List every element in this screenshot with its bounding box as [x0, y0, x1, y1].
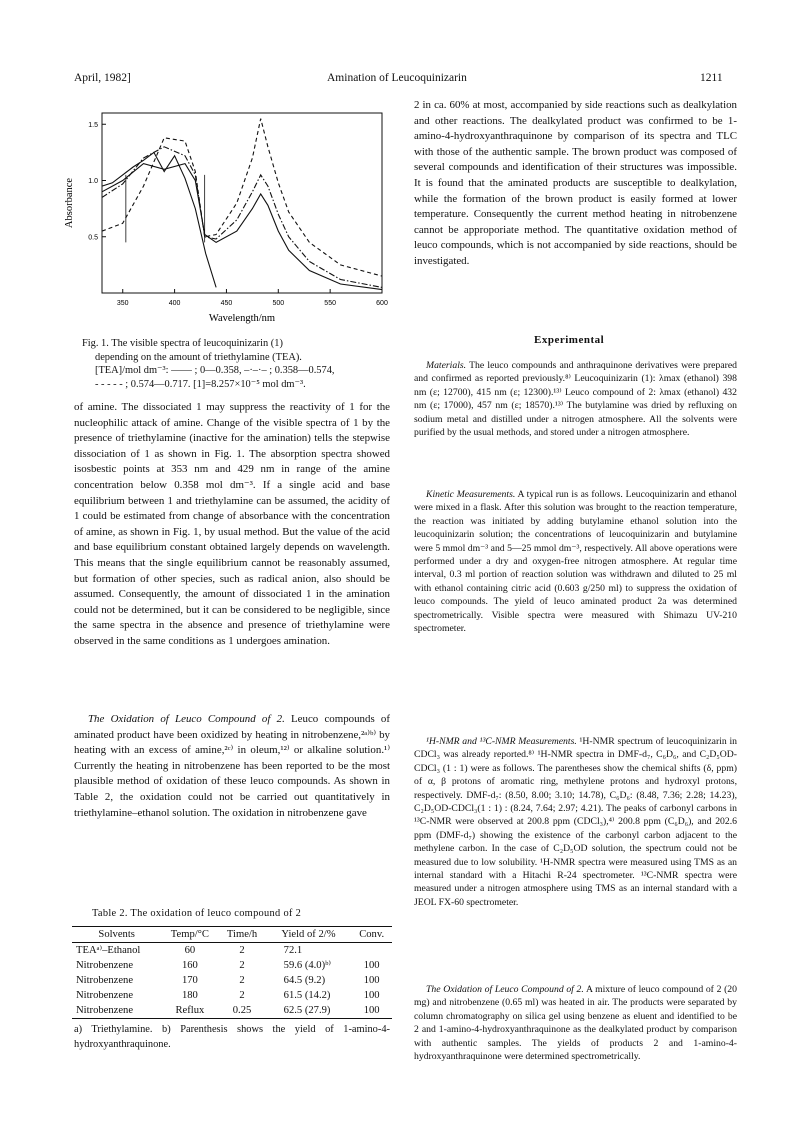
cell: 100	[363, 960, 380, 971]
col-yield: Yield of 2/%	[266, 927, 352, 943]
cell: 64.5 (9.2)	[283, 975, 326, 986]
materials-paragraph	[414, 359, 737, 439]
cell: Nitrobenzene	[76, 960, 134, 971]
oxidation-experimental-paragraph	[414, 983, 737, 1063]
materials-title: Materials.	[426, 360, 467, 371]
cell: 170	[181, 975, 198, 986]
x-tick-label: 500	[272, 300, 285, 307]
right-paragraph-1: 2 in ca. 60% at most, accompanied by side reactions such as dealkylation and other reactions. The dealkylated product was confirmed to be 1-amino-4-hydroxyanthraquinone by comparison of its spectra and TLC with those of the authentic sample. The brown product was composed of several compounds and identification of their structures was impossible. It is found that the aminated products are susceptible to dealkylation, while the formation of the brown product is easily formed at lower temperature. Consequently the current method heating in nitrobenzene cannot be approporiate method. The quantitative oxidation method of leuco compounds, which is not accompanied by side reactions, should be investigated.	[414, 99, 737, 267]
cell: 180	[181, 990, 198, 1001]
cell: 100	[363, 975, 380, 986]
plot-frame	[102, 113, 382, 293]
nmr-paragraph	[414, 735, 737, 909]
spectrum-line	[102, 164, 382, 290]
table-row	[72, 958, 392, 973]
x-tick-label: 350	[116, 300, 129, 307]
cell: 59.6 (4.0)ᵇ⁾	[283, 960, 332, 971]
left-paragraph-2	[74, 712, 390, 821]
table-row	[72, 943, 392, 959]
page-number: 1211	[700, 72, 723, 84]
running-header-title: Amination of Leucoquinizarin	[327, 72, 467, 84]
y-tick-label: 0.5	[88, 234, 98, 242]
oxidation-table	[72, 926, 392, 1019]
cell: Nitrobenzene	[76, 990, 134, 1001]
left-paragraph-1: of amine. The dissociated 1 may suppress the reactivity of 1 for the nucleophilic attack of amine. Change of the visible spectra of 1 by the presence of triethylamine (inactive for the amination) tells the stepwise dissociation of 1 as shown in Fig. 1. The absorption spectra showed isosbestic points at 353 nm and 429 nm in range of the amine concentration below 0.358 mol dm⁻³. If a single acid and base equilibrium between 1 and triethylamine can be assumed, the acidity of 1 could be estimated from change of absorbance with the concentration of amine, as shown in Fig. 1, by usual method. But the value of the acid and base equilibrium constant obtained largely depends on wavelength. This means that the single equilibrium cannot be reasonably assumed, but formation of other species, such as radical anion, also should be assumed. Consequently, the amount of dissociated 1 in the amination could not be determined, but it can be considered to be negligible, since the same spectra in the absence and presence of triethylamine were observed in the same conditions as 1 undergoes amination.	[74, 401, 390, 647]
caption-line-4: - - - - - ; 0.574—0.717. [1]=8.257×10⁻⁵ mol dm⁻³.	[95, 378, 306, 390]
cell: Reflux	[161, 1003, 218, 1019]
cell: 2	[239, 975, 245, 986]
cell: TEAᵃ⁾–Ethanol	[76, 945, 141, 956]
x-axis-label: Wavelength/nm	[208, 313, 276, 324]
cell: 60	[184, 945, 196, 956]
cell: 72.1	[283, 945, 303, 956]
section-title-experimental: Experimental	[534, 334, 605, 346]
cell: 62.5 (27.9)	[266, 1003, 352, 1019]
y-tick-label: 1.5	[88, 121, 98, 129]
y-tick-label: 1.0	[88, 178, 98, 185]
spectrum-line	[102, 147, 382, 288]
absorbance-spectrum-chart	[60, 105, 395, 330]
col-conv: Conv.	[351, 927, 392, 943]
caption-line-1: Fig. 1. The visible spectra of leucoquinizarin (1)	[82, 338, 283, 349]
cell: 0.25	[218, 1003, 265, 1019]
cell: 2	[239, 990, 245, 1001]
table-caption: Table 2. The oxidation of leuco compound of 2	[92, 908, 302, 919]
y-axis-label: Absorbance	[64, 177, 75, 229]
cell: Nitrobenzene	[76, 975, 134, 986]
table-row	[72, 988, 392, 1003]
x-tick-label: 600	[376, 300, 388, 307]
nmr-title: ¹H-NMR and ¹³C-NMR Measurements.	[426, 736, 577, 747]
caption-line-3: [TEA]/mol dm⁻³: —— ; 0—0.358, –·–·– ; 0.358—0.574,	[95, 365, 335, 377]
oxidation-subsection-title: The Oxidation of Leuco Compound of 2.	[88, 713, 285, 725]
spectrum-line	[102, 152, 216, 287]
cell: 2	[239, 960, 245, 971]
x-tick-label: 400	[168, 300, 181, 307]
cell: 100	[363, 990, 380, 1001]
kinetic-title: Kinetic Measurements.	[426, 489, 516, 500]
table-row	[72, 1003, 392, 1019]
kinetic-paragraph	[414, 488, 737, 635]
caption-line-2: depending on the amount of triethylamine (TEA).	[95, 351, 302, 363]
col-time: Time/h	[218, 927, 265, 943]
nmr-text: ¹H-NMR spectrum of leucoquinizarin in CDCl₃ was already reported.⁸⁾ ¹H-NMR spectra in DMF-d₇, C₆D₆, and C₂D₅OD-CDCl₃ (1 : 1) were as follows. The parentheses show the chemical shifts (δ, ppm) of α, β protons of aromatic ring, methylene protons and hydroxyl protons, respectively. DMF-d₇: (8.50, 8.00; 3.10; 14.78), C₆D₆: (8.48, 7.36; 2.28; 14.23), C₂D₅OD-CDCl₃(1 : 1) : (8.24, 7.64; 2.97; 4.21). The peaks of carbonyl carbons in ¹³C-NMR were observed at 200.8 ppm (CDCl₃),⁴⁾ 200.8 ppm (C₆D₆), and 202.6 ppm (DMF-d₇) showing the existence of the carbonyl carbon adjacent to the methylene carbon. In the case of C₂D₅OD solution, the spectrum could not be measured due to low solubility. ¹H-NMR spectra were measured using TMS as an internal standard with a Hitachi R-24 spectrometer. ¹³C-NMR spectra were measured under a nitrogen atmosphere using TMS as an internal standard with a JEOL FX-60 spectrometer.	[414, 736, 737, 908]
oxidation-experimental-text: A mixture of leuco compound of 2 (20 mg) and nitrobenzene (0.65 ml) was heated in air. The products were separated by column chromatography on silica gel using benzene as eluent and identified to be 2 and 1-amino-4-hydroxyanthraquinone as the dealkylated product by comparison with authentic samples. The yields of products 2 and 1-amino-4-hydroxyanthraquinone were determined spectrometrically.	[414, 984, 737, 1063]
running-header-left: April, 1982]	[74, 72, 131, 84]
oxidation-paragraph-text: Leuco compounds of aminated product have been oxidized by heating in nitrobenzene,²ᵃ⁾ᵇ⁾ by heating with an excess of amine,²ᶜ⁾ in oleum,¹²⁾ or alkaline solution.¹⁾ Currently the heating in nitrobenzene has been reported to be the most plausible method of oxidation of these leuco compounds. As shown in Table 2, the oxidation could not be carried out quantitatively in triethylamine–ethanol solution. The oxidation in nitrobenzene gave	[74, 713, 390, 819]
cell	[351, 943, 392, 959]
table-row	[72, 973, 392, 988]
cell: Nitrobenzene	[72, 1003, 161, 1019]
col-temp: Temp/°C	[161, 927, 218, 943]
spectrum-line	[102, 119, 382, 277]
table-header-row	[72, 927, 392, 943]
kinetic-text: A typical run is as follows. Leucoquinizarin and ethanol were mixed in a flask. After this solution was brought to the reaction temperature, the reaction was initiated by adding butylamine ethanol solution into the leucoquinizarin solution; the concentrations of leucoquinizarin and butylamine were 5 mmol dm⁻³ and 5—25 mmol dm⁻³, respectively. All above operations were performed under a dry and oxygen-free nitrogen atmosphere. At regular time interval, 0.3 ml portion of reaction solution was withdrawn and diluted to 25 ml with ethanol containing citric acid (0.603 g/250 ml) to suppress the oxidation of leuco compounds. The yield of leuco aminated product 2a was determined spectrometrically. Visible spectra were measured with Shimazu UV-210 spectrometer.	[414, 489, 738, 635]
cell: 160	[181, 960, 198, 971]
figure-caption	[82, 337, 387, 391]
x-tick-label: 450	[220, 300, 233, 307]
x-tick-label: 550	[324, 300, 336, 307]
col-solvents: Solvents	[72, 927, 161, 943]
cell: 100	[351, 1003, 392, 1019]
table-footnote: a) Triethylamine. b) Parenthesis shows the yield of 1-amino-4-hydroxyanthraquinone.	[74, 1024, 390, 1050]
cell: 61.5 (14.2)	[283, 990, 331, 1001]
cell: 2	[239, 945, 245, 956]
oxidation-experimental-title: The Oxidation of Leuco Compound of 2.	[426, 984, 584, 995]
materials-text: The leuco compounds and anthraquinone derivatives were prepared and confirmed as reported previously.⁸⁾ Leucoquinizarin (1): λmax (ethanol) 398 nm (ε; 12700), 415 nm (ε; 12300).¹³⁾ Leuco compound of 2: λmax (ethanol) 432 nm (ε; 17000), 457 nm (ε; 18570).¹³⁾ The butylamine was dried by refluxing on sodium metal and distilled under a nitrogen atmosphere. All the solvents were purified by the usual methods, and stored under a nitrogen atmosphere.	[414, 360, 737, 439]
